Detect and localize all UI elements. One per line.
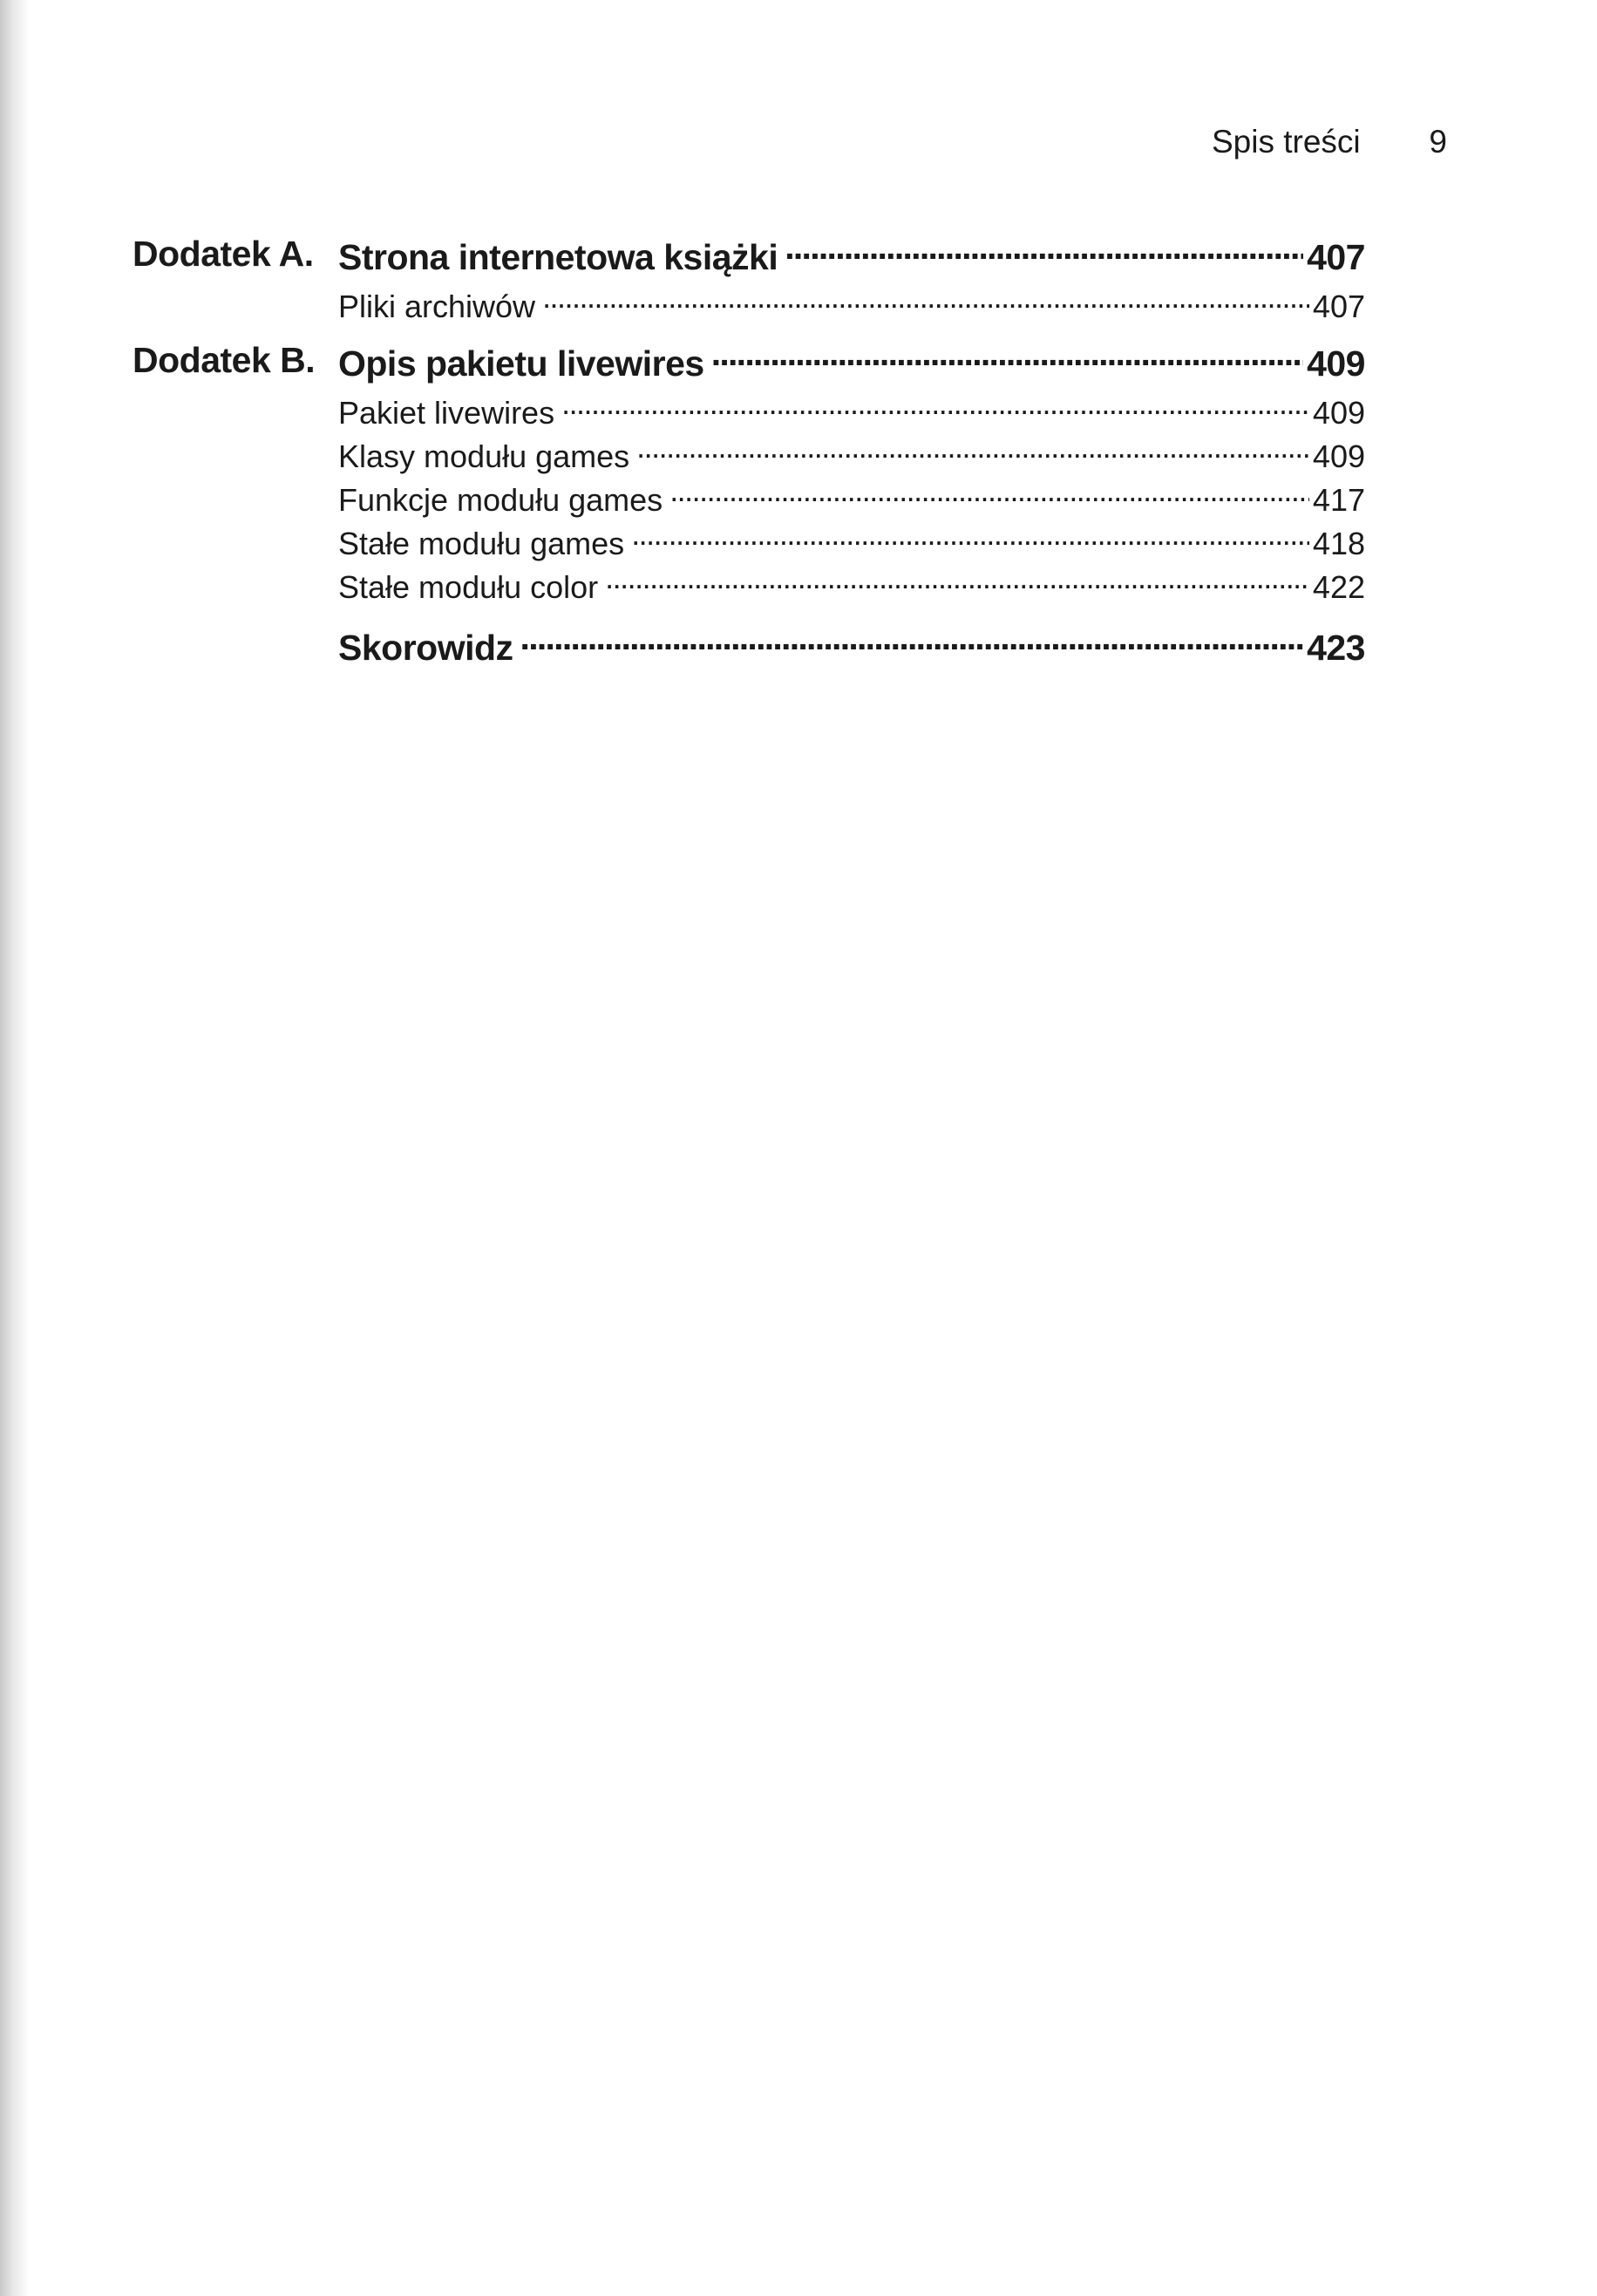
dot-leader: [542, 286, 1309, 317]
section-page-number: 409: [1312, 395, 1365, 431]
section-title: Funkcje modułu games: [338, 482, 663, 518]
section-title: Klasy modułu games: [338, 438, 630, 474]
toc-section[interactable]: [338, 479, 1365, 519]
dot-leader: [631, 523, 1309, 554]
chapter-title: Opis pakietu livewires: [338, 343, 704, 384]
dot-leader: [636, 436, 1309, 467]
toc-section[interactable]: [338, 392, 1365, 431]
dot-leader: [561, 392, 1309, 424]
appendix-a-label: Dodatek A.: [133, 234, 314, 274]
dot-leader: [711, 340, 1303, 376]
toc-section[interactable]: [338, 567, 1365, 606]
section-title: Stałe modułu games: [338, 526, 625, 561]
scan-shadow: [0, 0, 30, 2296]
header-page-number: 9: [1429, 124, 1447, 160]
toc-index-entry[interactable]: [338, 624, 1365, 669]
section-page-number: 417: [1312, 482, 1365, 518]
dot-leader: [669, 479, 1309, 511]
running-header: [1212, 120, 1447, 164]
toc-section[interactable]: [338, 436, 1365, 475]
appendix-b-label: Dodatek B.: [133, 340, 316, 380]
chapter-page-number: 407: [1307, 237, 1365, 277]
section-title: Pliki archiwów: [338, 289, 536, 324]
section-page-number: 422: [1312, 569, 1365, 605]
dot-leader: [520, 624, 1304, 660]
section-page-number: 407: [1312, 289, 1365, 324]
header-title: Spis treści: [1212, 124, 1361, 160]
toc-section[interactable]: [338, 523, 1365, 562]
toc-chapter-appendix-b[interactable]: [338, 340, 1365, 384]
section-title: Pakiet livewires: [338, 395, 555, 431]
chapter-title: Strona internetowa książki: [338, 237, 778, 277]
toc-section[interactable]: [338, 286, 1365, 325]
section-page-number: 409: [1312, 438, 1365, 474]
index-title: Skorowidz: [338, 628, 513, 668]
dot-leader: [605, 567, 1309, 598]
section-title: Stałe modułu color: [338, 569, 599, 605]
section-page-number: 418: [1312, 526, 1365, 561]
toc-chapter-appendix-a[interactable]: [338, 234, 1365, 278]
index-page-number: 423: [1307, 628, 1365, 668]
chapter-page-number: 409: [1307, 343, 1365, 384]
dot-leader: [785, 234, 1303, 269]
